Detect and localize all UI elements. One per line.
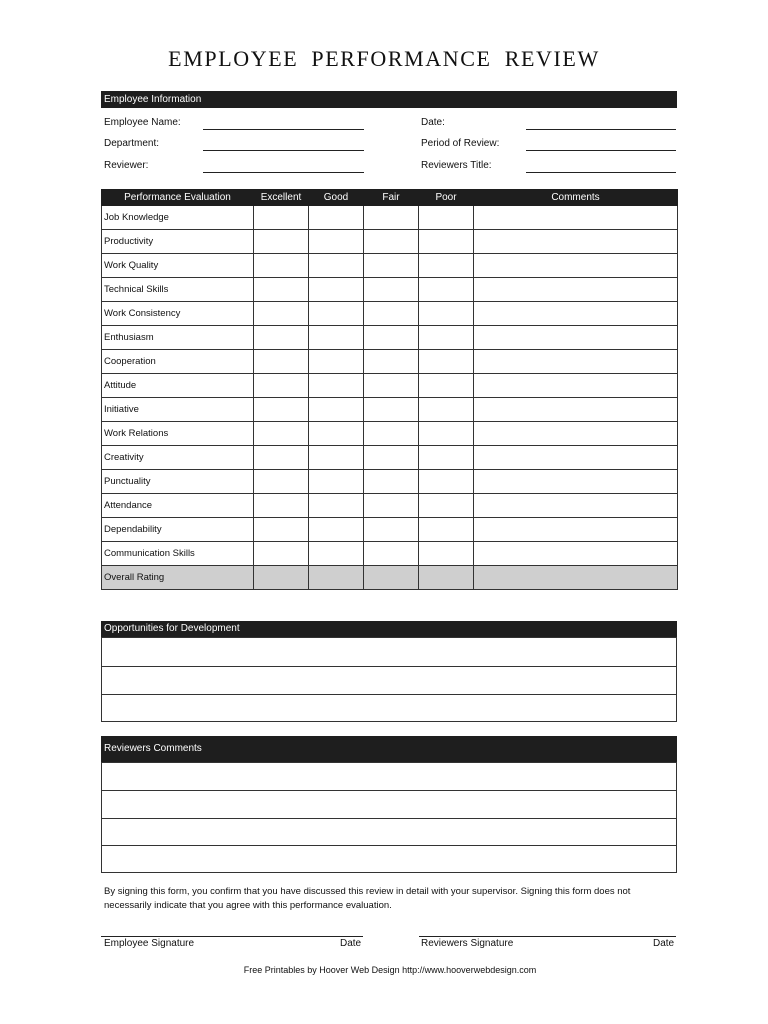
- rating-poor-cell[interactable]: [419, 302, 474, 326]
- rating-fair-cell[interactable]: [364, 494, 419, 518]
- development-line[interactable]: [102, 666, 676, 694]
- criterion-label: Dependability: [102, 518, 254, 542]
- column-header-poor: Poor: [419, 190, 474, 206]
- signature-notice: By signing this form, you confirm that you have discussed this review in detail with your supervisor. Signing this form does not necessarily indicate that you agree with this performance evaluation.: [104, 886, 631, 911]
- reviewer-signature-line[interactable]: [419, 936, 676, 937]
- comments-cell[interactable]: [474, 206, 678, 230]
- rating-poor-cell[interactable]: [419, 518, 474, 542]
- comments-cell[interactable]: [474, 374, 678, 398]
- criterion-label: Enthusiasm: [102, 326, 254, 350]
- rating-poor-cell[interactable]: [419, 446, 474, 470]
- overall-rating-row: [102, 566, 678, 590]
- column-header-fair: Fair: [364, 190, 419, 206]
- rating-excellent-cell[interactable]: [254, 542, 309, 566]
- rating-fair-cell[interactable]: [364, 254, 419, 278]
- rating-good-cell[interactable]: [309, 494, 364, 518]
- comments-cell[interactable]: [474, 494, 678, 518]
- date-field[interactable]: [526, 129, 676, 130]
- employee-signature-label: Employee Signature: [104, 938, 195, 949]
- rating-good-cell[interactable]: [309, 422, 364, 446]
- criterion-label: Technical Skills: [102, 278, 254, 302]
- reviewers-title-label: Reviewers Title:: [421, 160, 492, 171]
- rating-excellent-cell[interactable]: [254, 518, 309, 542]
- rating-excellent-cell[interactable]: [254, 374, 309, 398]
- rating-fair-cell[interactable]: [364, 566, 419, 590]
- rating-fair-cell[interactable]: [364, 230, 419, 254]
- table-header-row: [102, 190, 678, 206]
- rating-excellent-cell[interactable]: [254, 398, 309, 422]
- reviewer-date-label: Date: [653, 938, 675, 949]
- rating-fair-cell[interactable]: [364, 206, 419, 230]
- comments-cell[interactable]: [474, 326, 678, 350]
- comments-cell[interactable]: [474, 302, 678, 326]
- rating-fair-cell[interactable]: [364, 446, 419, 470]
- reviewer-label: Reviewer:: [104, 160, 149, 171]
- comments-cell[interactable]: [474, 542, 678, 566]
- reviewer-signature-label: Reviewers Signature: [421, 938, 514, 949]
- comments-cell[interactable]: [474, 350, 678, 374]
- period-of-review-field[interactable]: [526, 150, 676, 151]
- employee-name-label: Employee Name:: [104, 117, 181, 128]
- comments-cell[interactable]: [474, 566, 678, 590]
- table-row: [102, 398, 678, 422]
- comments-cell[interactable]: [474, 422, 678, 446]
- comments-cell[interactable]: [474, 230, 678, 254]
- rating-good-cell[interactable]: [309, 278, 364, 302]
- rating-excellent-cell[interactable]: [254, 494, 309, 518]
- rating-excellent-cell[interactable]: [254, 230, 309, 254]
- column-header-comments: Comments: [474, 190, 678, 206]
- table-row: [102, 206, 678, 230]
- rating-poor-cell[interactable]: [419, 542, 474, 566]
- rating-good-cell[interactable]: [309, 398, 364, 422]
- rating-poor-cell[interactable]: [419, 566, 474, 590]
- table-row: [102, 326, 678, 350]
- table-row: [102, 254, 678, 278]
- column-header-excellent: Excellent: [254, 190, 309, 206]
- rating-excellent-cell[interactable]: [254, 254, 309, 278]
- table-row: [102, 374, 678, 398]
- rating-good-cell[interactable]: [309, 350, 364, 374]
- page-title: EMPLOYEE PERFORMANCE REVIEW: [168, 46, 600, 71]
- rating-excellent-cell[interactable]: [254, 326, 309, 350]
- rating-poor-cell[interactable]: [419, 422, 474, 446]
- reviewer-field[interactable]: [203, 172, 364, 173]
- rating-fair-cell[interactable]: [364, 470, 419, 494]
- rating-fair-cell[interactable]: [364, 302, 419, 326]
- rating-good-cell[interactable]: [309, 230, 364, 254]
- development-box: [101, 637, 677, 722]
- table-row: [102, 542, 678, 566]
- criterion-label: Punctuality: [102, 470, 254, 494]
- rating-excellent-cell[interactable]: [254, 302, 309, 326]
- comments-cell[interactable]: [474, 398, 678, 422]
- reviewers-comments-header: Reviewers Comments: [101, 736, 677, 762]
- reviewers-comments-box: [101, 762, 677, 873]
- criterion-label: Cooperation: [102, 350, 254, 374]
- development-header: Opportunities for Development: [101, 621, 677, 637]
- employee-information-header: Employee Information: [101, 91, 677, 108]
- rating-poor-cell[interactable]: [419, 350, 474, 374]
- rating-fair-cell[interactable]: [364, 350, 419, 374]
- table-row: [102, 446, 678, 470]
- comments-cell[interactable]: [474, 278, 678, 302]
- rating-fair-cell[interactable]: [364, 422, 419, 446]
- rating-poor-cell[interactable]: [419, 278, 474, 302]
- rating-fair-cell[interactable]: [364, 326, 419, 350]
- rating-poor-cell[interactable]: [419, 398, 474, 422]
- criterion-label: Work Consistency: [102, 302, 254, 326]
- table-row: [102, 518, 678, 542]
- department-field[interactable]: [203, 150, 364, 151]
- criterion-label: Creativity: [102, 446, 254, 470]
- criterion-label: Work Quality: [102, 254, 254, 278]
- rating-good-cell[interactable]: [309, 566, 364, 590]
- rating-excellent-cell[interactable]: [254, 422, 309, 446]
- criterion-label: Job Knowledge: [102, 206, 254, 230]
- table-row: [102, 278, 678, 302]
- rating-fair-cell[interactable]: [364, 398, 419, 422]
- comments-cell[interactable]: [474, 518, 678, 542]
- rating-good-cell[interactable]: [309, 518, 364, 542]
- criterion-label: Initiative: [102, 398, 254, 422]
- rating-poor-cell[interactable]: [419, 326, 474, 350]
- column-header-good: Good: [309, 190, 364, 206]
- period-of-review-label: Period of Review:: [421, 138, 500, 149]
- footer-credit: Free Printables by Hoover Web Design http://www.hooverwebdesign.com: [243, 965, 537, 975]
- rating-good-cell[interactable]: [309, 446, 364, 470]
- rating-good-cell[interactable]: [309, 206, 364, 230]
- rating-poor-cell[interactable]: [419, 494, 474, 518]
- development-divider: [102, 666, 676, 667]
- rating-poor-cell[interactable]: [419, 254, 474, 278]
- rating-fair-cell[interactable]: [364, 542, 419, 566]
- performance-evaluation-table: [101, 189, 678, 590]
- rating-excellent-cell[interactable]: [254, 206, 309, 230]
- comments-cell[interactable]: [474, 254, 678, 278]
- rating-excellent-cell[interactable]: [254, 446, 309, 470]
- criterion-label: Attitude: [102, 374, 254, 398]
- comments-divider: [102, 845, 676, 846]
- comments-cell[interactable]: [474, 446, 678, 470]
- rating-poor-cell[interactable]: [419, 470, 474, 494]
- rating-excellent-cell[interactable]: [254, 470, 309, 494]
- rating-excellent-cell[interactable]: [254, 278, 309, 302]
- rating-good-cell[interactable]: [309, 302, 364, 326]
- rating-excellent-cell[interactable]: [254, 566, 309, 590]
- rating-poor-cell[interactable]: [419, 230, 474, 254]
- rating-poor-cell[interactable]: [419, 206, 474, 230]
- table-row: [102, 422, 678, 446]
- date-label: Date:: [421, 117, 445, 128]
- reviewers-title-field[interactable]: [526, 172, 676, 173]
- overall-rating-label: Overall Rating: [102, 566, 254, 590]
- table-row: [102, 350, 678, 374]
- column-header-criterion: Performance Evaluation: [102, 190, 254, 206]
- rating-fair-cell[interactable]: [364, 278, 419, 302]
- department-label: Department:: [104, 138, 160, 149]
- rating-good-cell[interactable]: [309, 254, 364, 278]
- criterion-label: Work Relations: [102, 422, 254, 446]
- criterion-label: Attendance: [102, 494, 254, 518]
- rating-fair-cell[interactable]: [364, 374, 419, 398]
- rating-excellent-cell[interactable]: [254, 350, 309, 374]
- comments-divider: [102, 790, 676, 791]
- employee-name-field[interactable]: [203, 129, 364, 130]
- employee-signature-line[interactable]: [101, 936, 363, 937]
- criterion-label: Productivity: [102, 230, 254, 254]
- rating-good-cell[interactable]: [309, 326, 364, 350]
- rating-fair-cell[interactable]: [364, 518, 419, 542]
- rating-good-cell[interactable]: [309, 374, 364, 398]
- table-row: [102, 302, 678, 326]
- rating-good-cell[interactable]: [309, 542, 364, 566]
- rating-poor-cell[interactable]: [419, 374, 474, 398]
- table-row: [102, 470, 678, 494]
- table-row: [102, 494, 678, 518]
- criterion-label: Communication Skills: [102, 542, 254, 566]
- table-row: [102, 230, 678, 254]
- rating-good-cell[interactable]: [309, 470, 364, 494]
- comments-divider: [102, 818, 676, 819]
- comments-cell[interactable]: [474, 470, 678, 494]
- employee-date-label: Date: [340, 938, 362, 949]
- development-divider: [102, 694, 676, 695]
